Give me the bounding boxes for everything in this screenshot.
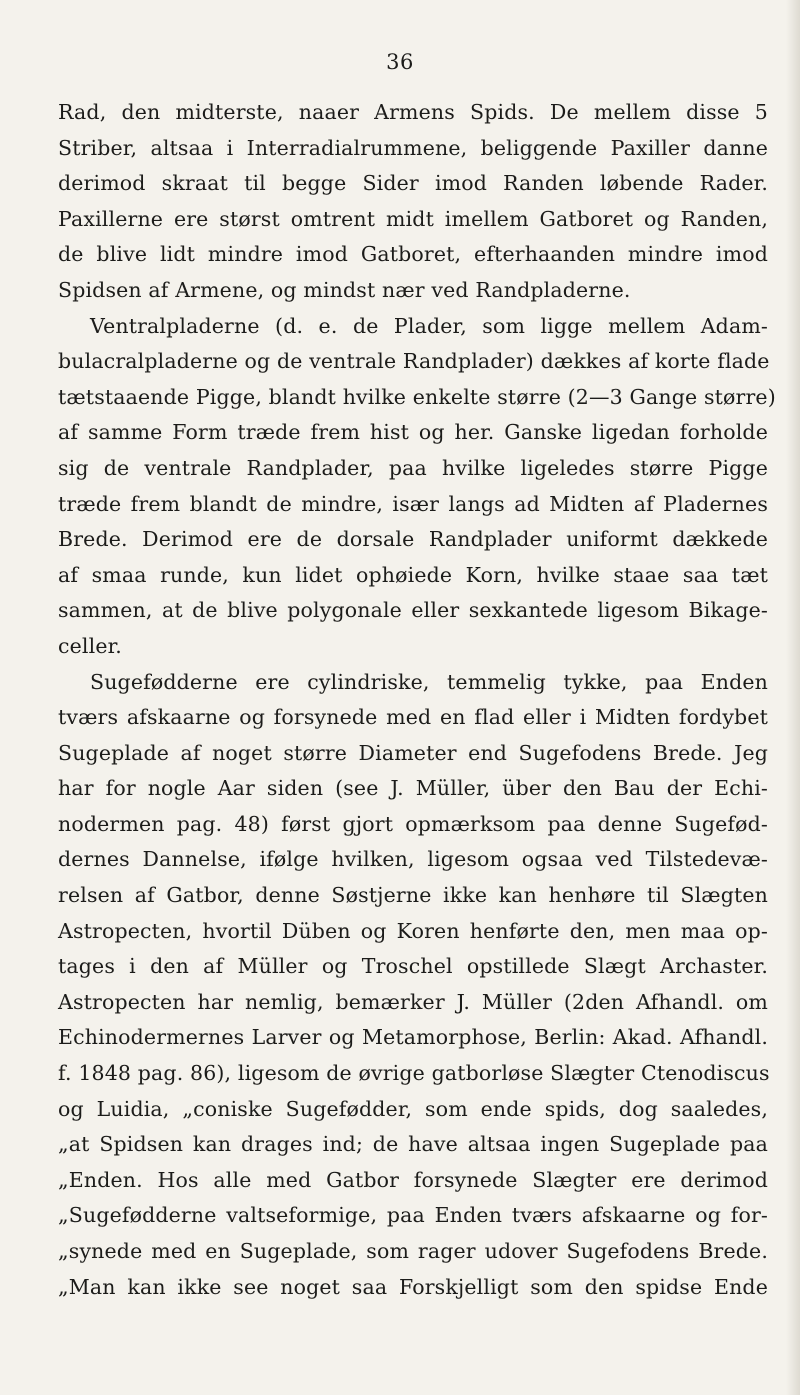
text-line: af samme Form træde frem hist og her. Ganske ligedan forholde	[58, 420, 768, 445]
text-line: Brede. Derimod ere de dorsale Randplader uniformt dækkede	[58, 527, 768, 552]
text-line: de blive lidt mindre imod Gatboret, efterhaanden mindre imod	[58, 242, 768, 267]
text-line: træde frem blandt de mindre, især langs ad Midten af Pladernes	[58, 491, 768, 516]
text-line: „Sugefødderne valtseformige, paa Enden tværs afskaarne og for-	[58, 1203, 768, 1228]
page-edge-shadow	[786, 0, 800, 1395]
paragraph-start-line: Sugefødderne ere cylindriske, temmelig tykke, paa Enden	[90, 669, 768, 694]
text-line: celler.	[58, 633, 122, 658]
text-line: derimod skraat til begge Sider imod Randen løbende Rader.	[58, 171, 768, 196]
text-line: af smaa runde, kun lidet ophøiede Korn, hvilke staae saa tæt	[58, 562, 768, 587]
text-line: Sugeplade af noget større Diameter end Sugefodens Brede. Jeg	[58, 740, 768, 765]
text-line: Astropecten har nemlig, bemærker J. Müller (2den Afhandl. om	[58, 989, 768, 1014]
text-line: Spidsen af Armene, og mindst nær ved Randpladerne.	[58, 277, 631, 302]
text-line: Echinodermernes Larver og Metamorphose, Berlin: Akad. Afhandl.	[58, 1025, 768, 1050]
body-text	[58, 95, 776, 1305]
text-line: sammen, at de blive polygonale eller sexkantede ligesom Bikage-	[58, 598, 768, 623]
text-line: Paxillerne ere størst omtrent midt imellem Gatboret og Randen,	[58, 206, 768, 231]
text-line: bulacralpladerne og de ventrale Randplader) dækkes af korte flade	[58, 349, 770, 374]
text-line: og Luidia, „coniske Sugefødder, som ende spids, dog saaledes,	[58, 1096, 768, 1121]
text-line: f. 1848 pag. 86), ligesom de øvrige gatborløse Slægter Ctenodiscus	[58, 1061, 770, 1086]
text-line: Astropecten, hvortil Düben og Koren henførte den, men maa op-	[58, 918, 768, 943]
page-number: 36	[386, 50, 414, 74]
text-line: „at Spidsen kan drages ind; de have altsaa ingen Sugeplade paa	[58, 1132, 768, 1157]
text-line: Rad, den midterste, naaer Armens Spids. De mellem disse 5	[58, 100, 768, 124]
paragraph-start-line: Ventralpladerne (d. e. de Plader, som ligge mellem Adam-	[90, 313, 768, 338]
text-line: nodermen pag. 48) først gjort opmærksom paa denne Sugefød-	[58, 811, 768, 836]
text-line: har for nogle Aar siden (see J. Müller, über den Bau der Echi-	[58, 776, 768, 801]
text-line: sig de ventrale Randplader, paa hvilke ligeledes større Pigge	[58, 455, 768, 480]
text-line: „Enden. Hos alle med Gatbor forsynede Slægter ere derimod	[58, 1167, 768, 1192]
text-line: tages i den af Müller og Troschel opstillede Slægt Archaster.	[58, 954, 768, 979]
text-line: Striber, altsaa i Interradialrummene, beliggende Paxiller danne	[58, 135, 768, 160]
text-line: tværs afskaarne og forsynede med en flad eller i Midten fordybet	[58, 705, 768, 730]
text-line: dernes Dannelse, ifølge hvilken, ligesom ogsaa ved Tilstedevæ-	[58, 847, 768, 872]
text-line: tætstaaende Pigge, blandt hvilke enkelte større (2—3 Gange større)	[58, 384, 776, 409]
text-line: relsen af Gatbor, denne Søstjerne ikke kan henhøre til Slægten	[58, 883, 768, 908]
text-line: „synede med en Sugeplade, som rager udover Sugefodens Brede.	[58, 1239, 768, 1263]
text-line: „Man kan ikke see noget saa Forskjelligt som den spidse Ende	[58, 1274, 768, 1299]
